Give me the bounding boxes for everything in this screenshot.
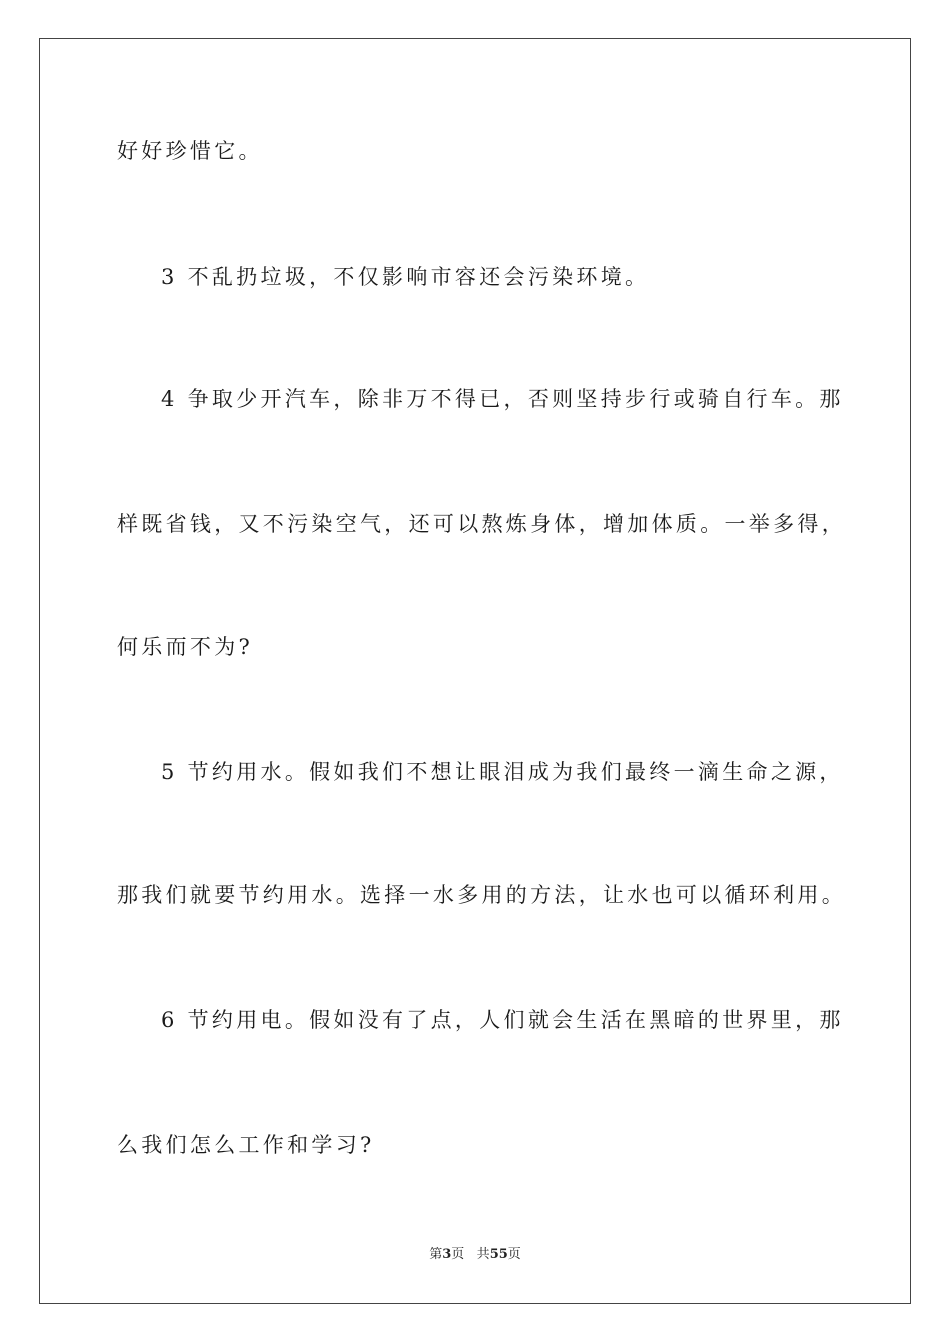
text-line: 好好珍惜它。 <box>117 139 263 163</box>
text-line: 6 节约用电。假如没有了点，人们就会生活在黑暗的世界里，那 <box>161 1008 844 1032</box>
total-suffix: 页 <box>507 1247 521 1262</box>
total-prefix: 共 <box>476 1247 490 1262</box>
text-line: 5 节约用水。假如我们不想让眼泪成为我们最终一滴生命之源， <box>161 760 844 784</box>
page-number: 3 <box>442 1247 452 1262</box>
text-line: 3 不乱扔垃圾，不仅影响市容还会污染环境。 <box>161 265 650 289</box>
text-line: 何乐而不为? <box>117 635 254 659</box>
total-pages: 55 <box>489 1247 508 1262</box>
page-suffix: 页 <box>451 1247 465 1262</box>
page-prefix: 第 <box>429 1247 443 1262</box>
text-line: 么我们怎么工作和学习? <box>117 1133 375 1157</box>
page-border <box>39 38 911 1304</box>
text-line: 4 争取少开汽车，除非万不得已，否则坚持步行或骑自行车。那 <box>161 387 844 411</box>
text-line: 样既省钱，又不污染空气，还可以熬炼身体，增加体质。一举多得， <box>117 512 846 536</box>
page-footer <box>0 1246 950 1264</box>
text-line: 那我们就要节约用水。选择一水多用的方法，让水也可以循环利用。 <box>117 883 846 907</box>
